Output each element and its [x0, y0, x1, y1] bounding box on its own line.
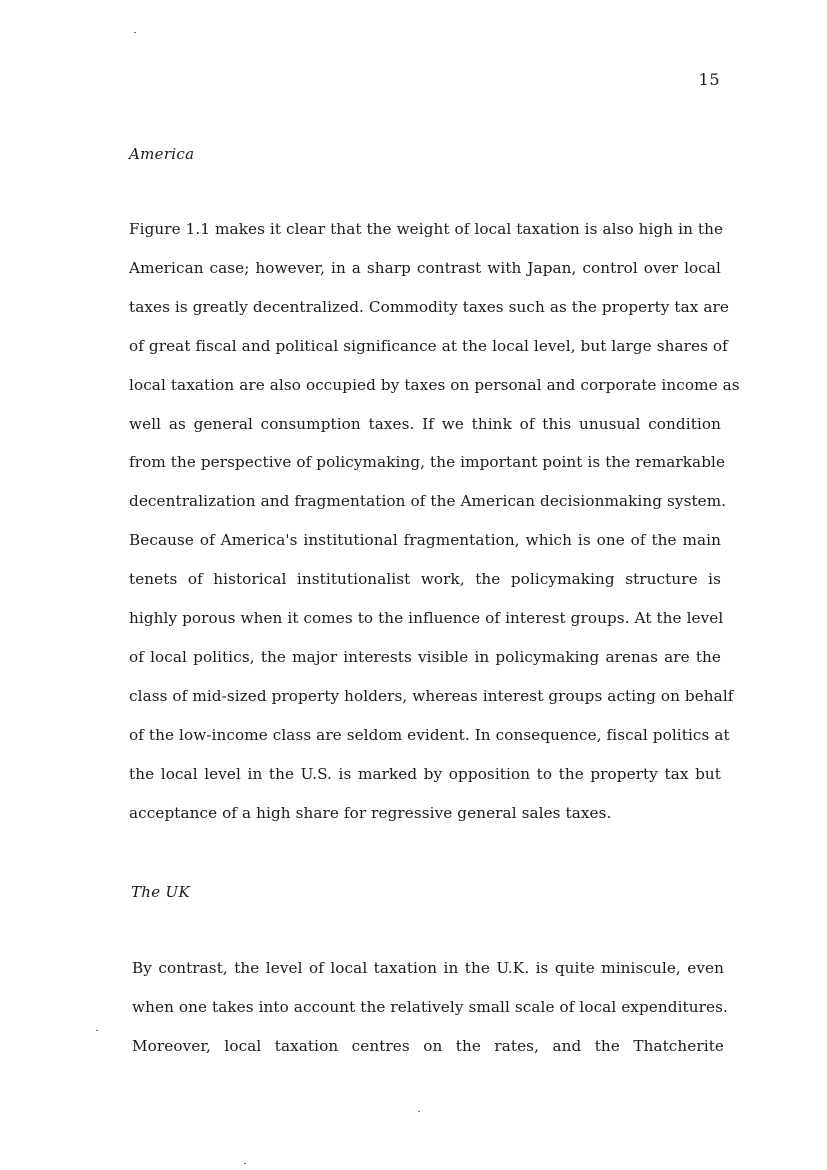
text-line: class of mid-sized property holders, whereas interest groups acting on behalf	[129, 686, 734, 705]
text-line: well as general consumption taxes. If we think of this unusual condition	[129, 414, 721, 433]
text-line: of local politics, the major interests visible in policymaking arenas are the	[129, 647, 721, 666]
text-line: acceptance of a high share for regressive general sales taxes.	[129, 803, 612, 822]
text-line: highly porous when it comes to the influence of interest groups. At the level	[129, 609, 724, 628]
section-heading-uk: The UK	[131, 883, 190, 901]
text-line: decentralization and fragmentation of the American decisionmaking system.	[129, 492, 727, 511]
text-line: local taxation are also occupied by taxes on personal and corporate income as	[129, 375, 740, 394]
text-line: tenets of historical institutionalist work, the policymaking structure is	[129, 570, 721, 589]
paragraph-america	[129, 210, 740, 833]
scan-speck	[134, 32, 136, 33]
text-line: from the perspective of policymaking, the important point is the remarkable	[129, 453, 726, 472]
text-line: Because of America's institutional fragmentation, which is one of the main	[129, 531, 721, 550]
text-line: taxes is greatly decentralized. Commodity taxes such as the property tax are	[129, 297, 729, 316]
text-line: Figure 1.1 makes it clear that the weight of local taxation is also high in the	[129, 220, 724, 238]
scan-speck	[244, 1163, 246, 1164]
text-line: of the low-income class are seldom evident. In consequence, fiscal politics at	[129, 725, 730, 744]
paragraph-uk	[132, 949, 728, 1066]
text-line: American case; however, in a sharp contrast with Japan, control over local	[129, 258, 721, 277]
text-line: when one takes into account the relatively small scale of local expenditures.	[132, 997, 728, 1016]
text-line: By contrast, the level of local taxation in the U.K. is quite miniscule, even	[132, 959, 724, 977]
section-heading-america: America	[129, 145, 195, 163]
text-line: the local level in the U.S. is marked by opposition to the property tax but	[129, 764, 721, 783]
scan-speck	[96, 1030, 98, 1031]
scan-speck	[418, 1111, 420, 1112]
text-line: of great fiscal and political significance at the local level, but large shares of	[129, 336, 728, 355]
page-number: 15	[698, 70, 720, 89]
text-line: Moreover, local taxation centres on the rates, and the Thatcherite	[132, 1036, 724, 1055]
